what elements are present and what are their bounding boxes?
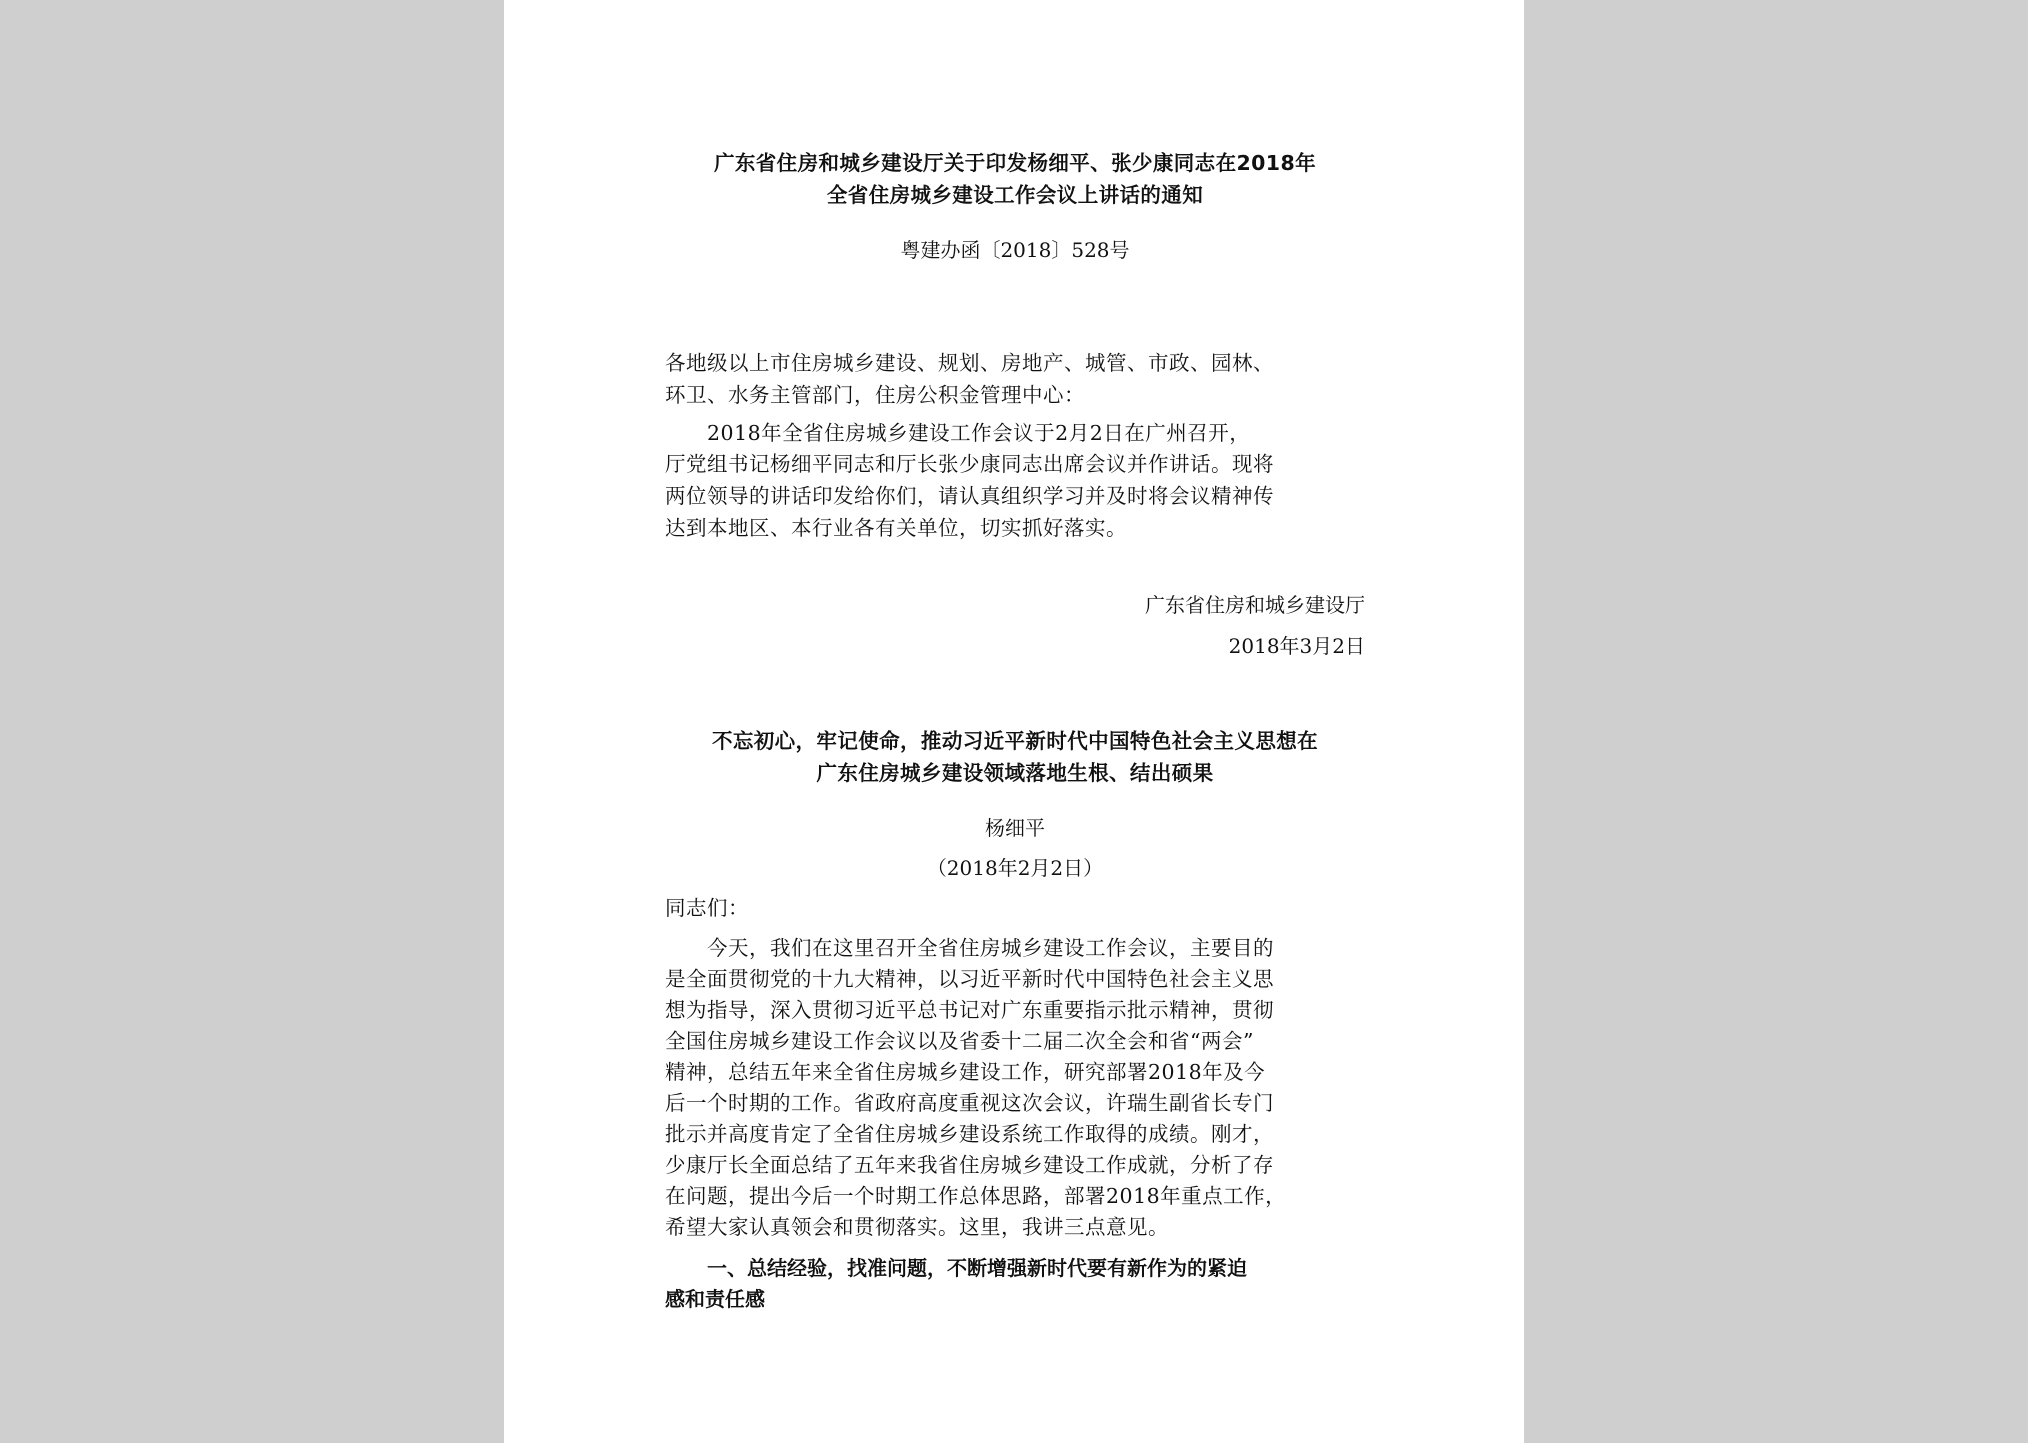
addressee-line-2: 环卫、水务主管部门，住房公积金管理中心： — [665, 383, 1085, 407]
signature-org: 广东省住房和城乡建设厅 — [1145, 593, 1365, 617]
speech-salutation: 同志们： — [665, 896, 749, 920]
speech-paragraph-line-1: 今天，我们在这里召开全省住房城乡建设工作会议，主要目的 — [707, 936, 1274, 960]
speech-paragraph-line-5: 精神，总结五年来全省住房城乡建设工作，研究部署2018年及今 — [665, 1060, 1266, 1084]
notice-title-line-2: 全省住房城乡建设工作会议上讲话的通知 — [826, 183, 1204, 207]
doc-number: 粤建办函〔2018〕528号 — [900, 238, 1130, 262]
notice-title-line-1: 广东省住房和城乡建设厅关于印发杨细平、张少康同志在2018年 — [713, 151, 1317, 175]
speech-paragraph-line-10: 希望大家认真领会和贯彻落实。这里，我讲三点意见。 — [665, 1215, 1169, 1239]
section-heading-line-1: 一、总结经验，找准问题，不断增强新时代要有新作为的紧迫 — [707, 1256, 1247, 1280]
speech-paragraph-line-3: 想为指导，深入贯彻习近平总书记对广东重要指示批示精神，贯彻 — [665, 998, 1274, 1022]
addressee-line-1: 各地级以上市住房城乡建设、规划、房地产、城管、市政、园林、 — [665, 351, 1274, 375]
speech-title-line-1: 不忘初心，牢记使命，推动习近平新时代中国特色社会主义思想在 — [711, 729, 1319, 753]
notice-body-line-2: 厅党组书记杨细平同志和厅长张少康同志出席会议并作讲话。现将 — [665, 452, 1274, 476]
notice-body-line-3: 两位领导的讲话印发给你们，请认真组织学习并及时将会议精神传 — [665, 484, 1274, 508]
speech-paragraph-line-7: 批示并高度肯定了全省住房城乡建设系统工作取得的成绩。刚才， — [665, 1122, 1274, 1146]
speech-date: （2018年2月2日） — [926, 856, 1104, 880]
speech-paragraph-line-4: 全国住房城乡建设工作会议以及省委十二届二次全会和省“两会” — [665, 1029, 1254, 1053]
signature-date: 2018年3月2日 — [1228, 634, 1365, 658]
speech-paragraph-line-9: 在问题，提出今后一个时期工作总体思路，部署2018年重点工作， — [665, 1184, 1287, 1208]
speech-paragraph-line-2: 是全面贯彻党的十九大精神，以习近平新时代中国特色社会主义思 — [665, 967, 1274, 991]
speech-paragraph-line-8: 少康厅长全面总结了五年来我省住房城乡建设工作成就，分析了存 — [665, 1153, 1274, 1177]
document-page — [504, 0, 1524, 1443]
speech-title-line-2: 广东住房城乡建设领域落地生根、结出硕果 — [816, 761, 1214, 785]
section-heading-line-2: 感和责任感 — [665, 1287, 765, 1311]
notice-body-line-1: 2018年全省住房城乡建设工作会议于2月2日在广州召开， — [707, 421, 1251, 445]
speech-author: 杨细平 — [985, 816, 1045, 840]
speech-paragraph-line-6: 后一个时期的工作。省政府高度重视这次会议，许瑞生副省长专门 — [665, 1091, 1274, 1115]
notice-body-line-4: 达到本地区、本行业各有关单位，切实抓好落实。 — [665, 516, 1127, 540]
